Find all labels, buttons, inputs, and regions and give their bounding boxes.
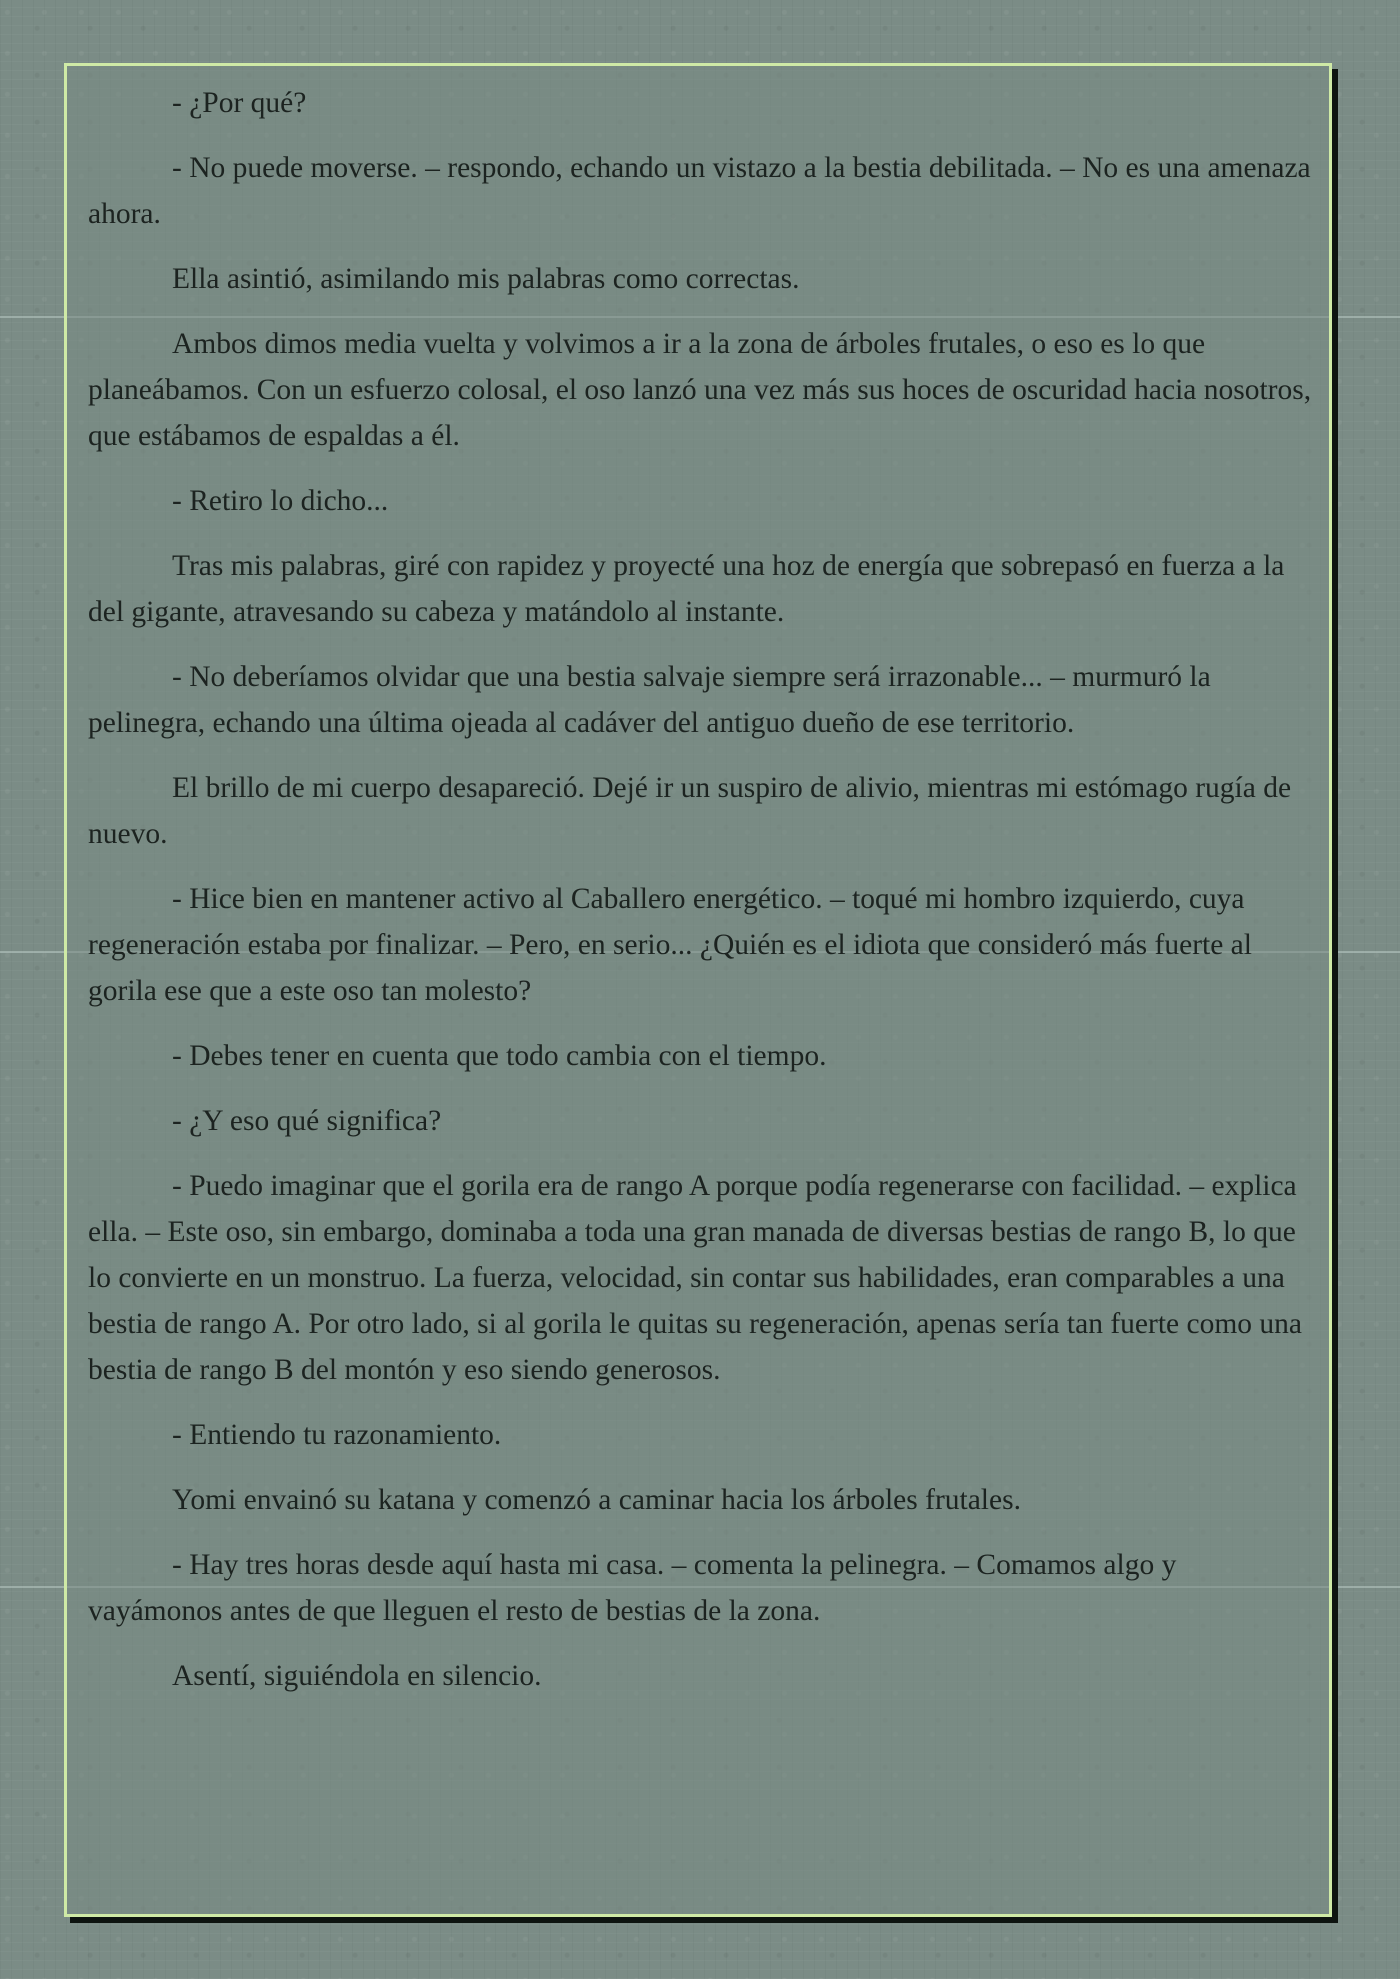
paragraph: Yomi envainó su katana y comenzó a caminar hacia los árboles frutales. (172, 1484, 1021, 1516)
paragraph: Tras mis palabras, giré con rapidez y proyecté una hoz de energía que sobrepasó en fuerza a la del gigante, atravesando su cabeza y matándolo al instante. (88, 550, 1285, 628)
page-frame (64, 63, 1332, 1917)
paragraph: El brillo de mi cuerpo desapareció. Dejé ir un suspiro de alivio, mientras mi estómago rugía de nuevo. (88, 772, 1292, 850)
text-body (88, 80, 1314, 1718)
paragraph: - Debes tener en cuenta que todo cambia con el tiempo. (172, 1040, 827, 1072)
paragraph: - ¿Y eso qué significa? (172, 1105, 442, 1137)
paragraph: - Entiendo tu razonamiento. (172, 1419, 502, 1451)
paragraph: - Hay tres horas desde aquí hasta mi casa. – comenta la pelinegra. – Comamos algo y vayámonos antes de que lleguen el resto de bestias de la zona. (88, 1549, 1177, 1627)
paragraph: - No puede moverse. – respondo, echando un vistazo a la bestia debilitada. – No es una amenaza ahora. (88, 152, 1311, 230)
paragraph: Asentí, siguiéndola en silencio. (172, 1660, 542, 1692)
paragraph: - Puedo imaginar que el gorila era de rango A porque podía regenerarse con facilidad. – explica ella. – Este oso, sin embargo, dominaba a toda una gran manada de diversas bestias de rango B, lo que lo convierte en un monstruo. La fuerza, velocidad, sin contar sus habilidades, eran comparables a una bestia de rango A. Por otro lado, si al gorila le quitas su regeneración, apenas sería tan fuerte como una bestia de rango B del montón y eso siendo generosos. (88, 1170, 1303, 1386)
paragraph: Ambos dimos media vuelta y volvimos a ir a la zona de árboles frutales, o eso es lo que planeábamos. Con un esfuerzo colosal, el oso lanzó una vez más sus hoces de oscuridad hacia nosotros, que estábamos de espaldas a él. (88, 328, 1312, 452)
paragraph: Ella asintió, asimilando mis palabras como correctas. (172, 263, 800, 295)
paragraph: - Hice bien en mantener activo al Caballero energético. – toqué mi hombro izquierdo, cuya regeneración estaba por finalizar. – Pero, en serio... ¿Quién es el idiota que consideró más fuerte al gorila ese que a este oso tan molesto? (88, 883, 1252, 1007)
paragraph: - ¿Por qué? (172, 87, 307, 119)
paragraph: - Retiro lo dicho... (172, 485, 389, 517)
paragraph: - No deberíamos olvidar que una bestia salvaje siempre será irrazonable... – murmuró la pelinegra, echando una última ojeada al cadáver del antiguo dueño de ese territorio. (88, 661, 1211, 739)
